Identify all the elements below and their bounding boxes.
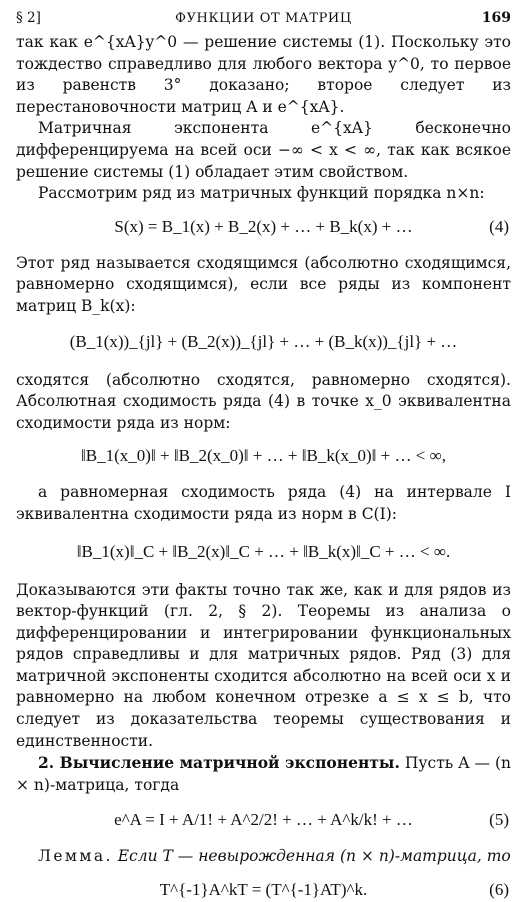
paragraph-3: Рассмотрим ряд из матричных функций порядка n×n:: [38, 184, 485, 203]
running-header: [16, 8, 511, 32]
formula-6: [16, 878, 511, 902]
paragraph-1: так как e^{xA}y^0 — решение системы (1). Поскольку это тождество справедливо для любого вектора y^0, то первое из равенств 3° доказано; второе следует из перестановочности матриц A и e^{xA}.: [16, 33, 511, 116]
formula-norms-c-text: ‖B_1(x)‖_C + ‖B_2(x)‖_C + … + ‖B_k(x)‖_C + … < ∞.: [76, 541, 451, 561]
formula-components-text: (B_1(x))_{jl} + (B_2(x))_{jl} + … + (B_k(x))_{jl} + …: [69, 331, 458, 351]
formula-norms-text: ‖B_1(x_0)‖ + ‖B_2(x_0)‖ + … + ‖B_k(x_0)‖ + … < ∞,: [81, 446, 446, 466]
lemma-label: Лемма.: [38, 847, 113, 866]
paragraph-8-text: Пусть A — (n × n)-матрица, тогда: [16, 754, 512, 794]
paragraph-8: [16, 752, 511, 796]
paragraph-4: Этот ряд называется сходящимся (абсолютно сходящимся, равномерно сходящимся), если все ряды из компонент матриц B_k(x):: [16, 253, 511, 315]
formula-components: [16, 330, 511, 354]
formula-5-text: e^A = I + A/1! + A^2/2! + … + A^k/k! + …: [114, 810, 413, 830]
lemma-text: Если T — невырожденная (n × n)-матрица, то: [117, 847, 511, 866]
paragraph-6: а равномерная сходимость ряда (4) на интервале I эквивалентна сходимости ряда из норм в C(I):: [16, 483, 511, 523]
formula-norms: [16, 444, 511, 468]
formula-4-number: (4): [489, 216, 509, 236]
formula-norms-c: [16, 540, 511, 564]
header-section: § 2]: [16, 10, 41, 26]
formula-4: [16, 215, 511, 239]
paragraph-5: сходятся (абсолютно сходятся, равномерно сходятся). Абсолютная сходимость ряда (4) в точке x_0 эквивалентна сходимости ряда из норм:: [16, 370, 511, 432]
formula-4-text: S(x) = B_1(x) + B_2(x) + … + B_k(x) + …: [114, 216, 413, 236]
formula-5-number: (5): [489, 810, 509, 830]
lemma: [16, 846, 511, 868]
paragraph-2: Матричная экспонента e^{xA} бесконечно дифференцируема на всей оси −∞ < x < ∞, так как всякое решение системы (1) обладает этим свойством.: [16, 119, 511, 181]
header-title: ФУНКЦИИ ОТ МАТРИЦ: [175, 11, 352, 26]
paragraph-7: Доказываются эти факты точно так же, как и для рядов из вектор-функций (гл. 2, § 2). Теоремы из анализа о дифференцировании и интегрировании функциональных рядов справедливы и для матричных рядов. Ряд (3) для матричной экспоненты сходится абсолютно на всей оси x и равномерно на любом конечном отрезке a ≤ x ≤ b, что следует из доказательства теоремы существования и единственности.: [16, 580, 511, 750]
page-number: 169: [481, 10, 511, 26]
subsection-heading: 2. Вычисление матричной экспоненты.: [38, 753, 400, 773]
formula-6-text: T^{-1}A^kT = (T^{-1}AT)^k.: [159, 880, 368, 900]
formula-6-number: (6): [489, 880, 509, 900]
formula-5: [16, 808, 511, 832]
